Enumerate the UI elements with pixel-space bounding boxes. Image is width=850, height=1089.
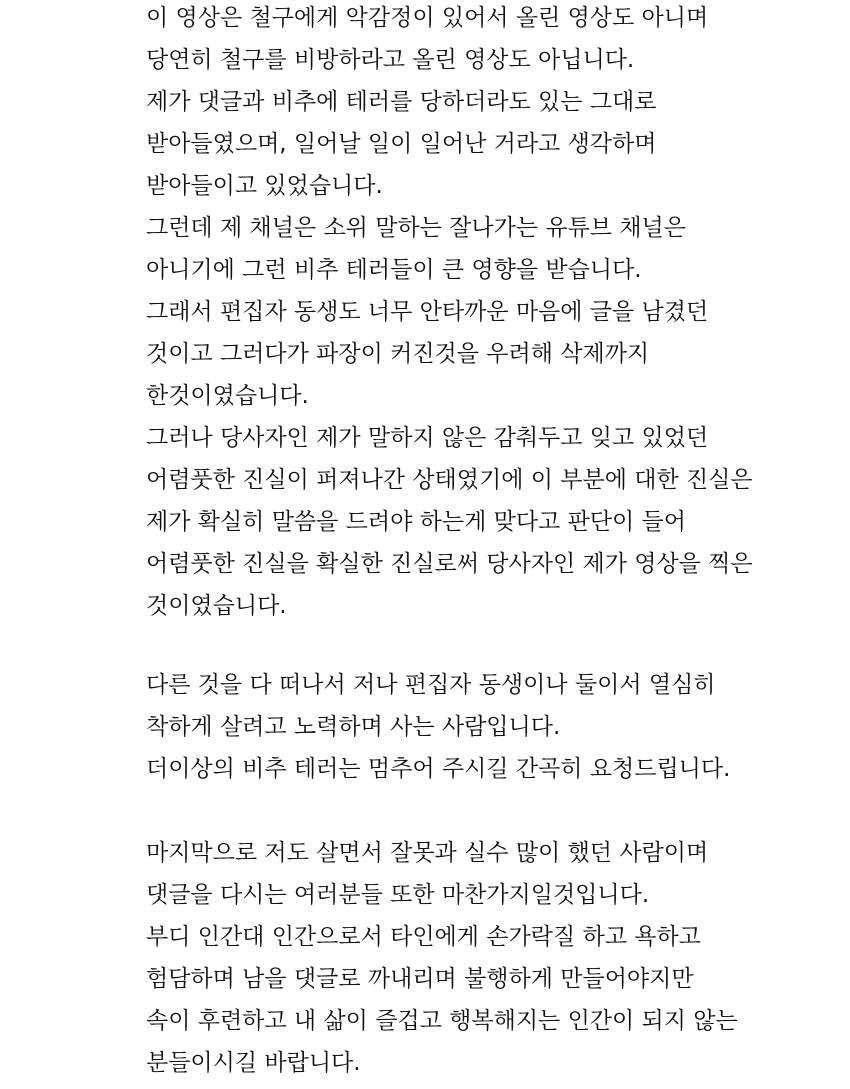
text-line: 어렴풋한 진실이 퍼져나간 상태였기에 이 부분에 대한 진실은 — [146, 467, 753, 493]
text-line: 제가 댓글과 비추에 테러를 당하더라도 있는 그대로 — [146, 89, 657, 115]
text-line: 더이상의 비추 테러는 멈추어 주시길 간곡히 요청드립니다. — [146, 756, 731, 782]
text-line: 아니기에 그런 비추 테러들이 큰 영향을 받습니다. — [146, 257, 642, 283]
text-line: 받아들였으며, 일어날 일이 일어난 거라고 생각하며 — [146, 131, 657, 157]
text-line: 이 영상은 철구에게 악감정이 있어서 올린 영상도 아니며 — [146, 5, 709, 31]
text-line: 험담하며 남을 댓글로 까내리며 불행하게 만들어야지만 — [146, 966, 694, 992]
text-line: 댓글을 다시는 여러분들 또한 마찬가지일것입니다. — [146, 882, 650, 908]
text-line: 것이였습니다. — [146, 593, 287, 619]
text-line: 다른 것을 다 떠나서 저나 편집자 동생이나 둘이서 열심히 — [146, 672, 716, 698]
text-line: 속이 후련하고 내 삶이 즐겁고 행복해지는 인간이 되지 않는 — [146, 1008, 738, 1034]
text-line: 마지막으로 저도 살면서 잘못과 실수 많이 했던 사람이며 — [146, 840, 709, 866]
text-line: 어렴풋한 진실을 확실한 진실로써 당사자인 제가 영상을 찍은 — [146, 551, 753, 577]
text-line: 것이고 그러다가 파장이 커진것을 우려해 삭제까지 — [146, 341, 650, 367]
text-line: 제가 확실히 말씀을 드려야 하는게 맞다고 판단이 들어 — [146, 509, 686, 535]
text-line: 그런데 제 채널은 소위 말하는 잘나가는 유튜브 채널은 — [146, 215, 686, 241]
text-line: 그러나 당사자인 제가 말하지 않은 감춰두고 잊고 있었던 — [146, 425, 709, 451]
text-line: 착하게 살려고 노력하며 사는 사람입니다. — [146, 714, 561, 740]
text-line: 받아들이고 있었습니다. — [146, 173, 383, 199]
text-line: 그래서 편집자 동생도 너무 안타까운 마음에 글을 남겼던 — [146, 299, 709, 325]
text-line: 한것이였습니다. — [146, 383, 309, 409]
text-line: 부디 인간대 인간으로서 타인에게 손가락질 하고 욕하고 — [146, 924, 701, 950]
text-line: 분들이시길 바랍니다. — [146, 1050, 361, 1076]
text-line: 당연히 철구를 비방하라고 올린 영상도 아닙니다. — [146, 47, 635, 73]
